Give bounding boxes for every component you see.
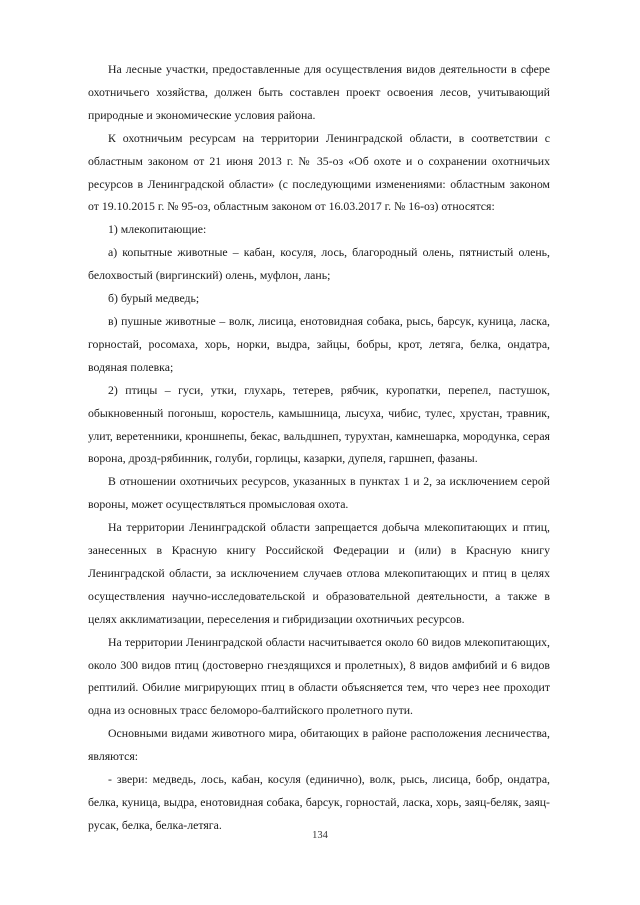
paragraph-fur-animals: в) пушные животные – волк, лисица, енотовидная собака, рысь, барсук, куница, ласка, горностай, росомаха, хорь, норки, выдра, зайцы, бобры, крот, летяга, белка, ондатра, водяная полевка; — [88, 313, 550, 374]
paragraph-hunting-resources-law: К охотничьим ресурсам на территории Ленинградской области, в соответствии с областным законом от 21 июня 2013 г. № 35-оз «Об охоте и о сохранении охотничьих ресурсов в Ленинградской области» (с последующими изменениями: областным законом от 19.10.2015 г. № 95-оз, областным законом от 16.03.2017 г. № 16-оз) относятся: — [88, 130, 550, 214]
paragraph-brown-bear: б) бурый медведь; — [108, 291, 200, 306]
page-number: 134 — [312, 830, 328, 841]
paragraph-ungulates: а) копытные животные – кабан, косуля, лось, благородный олень, пятнистый олень, белохвостый (виргинский) олень, муфлон, лань; — [88, 245, 550, 283]
paragraph-beasts-list: - звери: медведь, лось, кабан, косуля (единично), волк, рысь, лисица, бобр, ондатра, белка, куница, выдра, енотовидная собака, барсук, горностай, ласка, хорь, заяц-беляк, заяц-русак, белка, белка-летяга. — [88, 772, 550, 832]
paragraph-forest-plots: На лесные участки, предоставленные для осуществления видов деятельности в сфере охотничьего хозяйства, должен быть составлен проект освоения лесов, учитывающий природные и экономические условия района. — [88, 62, 550, 122]
paragraph-main-species: Основными видами животного мира, обитающих в районе расположения лесничества, являются: — [88, 726, 550, 764]
paragraph-mammals-heading: 1) млекопитающие: — [108, 222, 207, 237]
document-body — [88, 58, 550, 837]
paragraph-red-book-ban: На территории Ленинградской области запрещается добыча млекопитающих и птиц, занесенных в Красную книгу Российской Федерации и (или) в Красную книгу Ленинградской области, за исключением случаев отлова млекопитающих и птиц в целях осуществления научно-исследовательской и образовательной деятельности, а также в целях акклиматизации, переселения и гибридизации охотничьих ресурсов. — [88, 520, 550, 626]
paragraph-birds: 2) птицы – гуси, утки, глухарь, тетерев, рябчик, куропатки, перепел, пастушок, обыкновенный погоныш, коростель, камышница, лысуха, чибис, тулес, хрустан, травник, улит, веретенники, кроншнепы, бекас, вальдшнеп, турухтан, камнешарка, мородунка, серая ворона, дрозд-рябинник, голуби, горлицы, казарки, дупеля, гаршнеп, фазаны. — [88, 382, 550, 466]
paragraph-commercial-hunting: В отношении охотничьих ресурсов, указанных в пунктах 1 и 2, за исключением серой вороны, может осуществляться промысловая охота. — [88, 474, 550, 512]
paragraph-species-count: На территории Ленинградской области насчитывается около 60 видов млекопитающих, около 300 видов птиц (достоверно гнездящихся и пролетных), 8 видов амфибий и 6 видов рептилий. Обилие мигрирующих птиц в области объясняется тем, что через нее проходит одна из основных трасс беломоро-балтийского пролетного пути. — [88, 634, 550, 718]
